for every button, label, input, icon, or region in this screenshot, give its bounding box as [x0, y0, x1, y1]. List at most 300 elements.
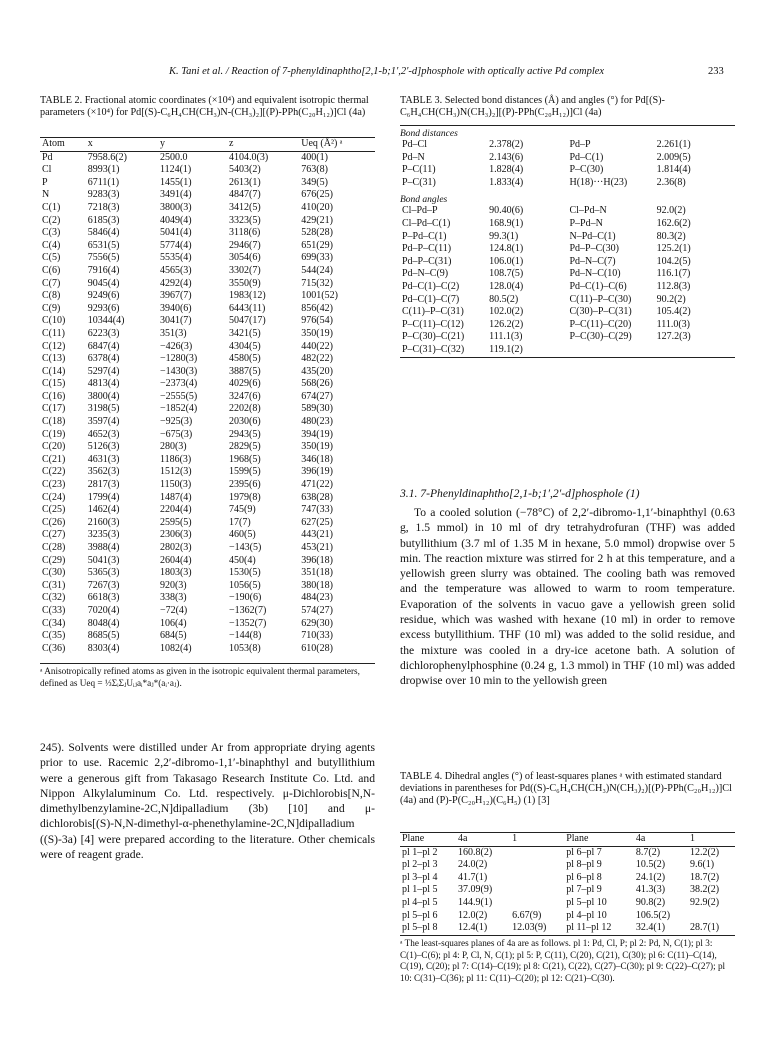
- table-cell: C(22): [42, 466, 66, 478]
- table-row: [40, 441, 375, 454]
- table-cell: 453(21): [301, 542, 333, 553]
- table-cell: 90.40(6): [489, 205, 524, 217]
- table-cell: 80.5(2): [489, 293, 519, 305]
- table-row: [400, 859, 735, 872]
- table-row: [40, 466, 375, 479]
- table-cell: P–C(11): [402, 164, 436, 176]
- table-cell: 1.828(4): [489, 164, 524, 176]
- table-row: [40, 252, 375, 265]
- table-row: [40, 328, 375, 341]
- table2-footnote: ᵃ Anisotropically refined atoms as given in the isotropic equivalent thermal parameters, defined as Ueq = ⅓ΣᵢΣⱼUᵢⱼaᵢ*aⱼ*(aᵢ·aⱼ).: [40, 663, 375, 689]
- table-row: [400, 281, 735, 294]
- table3-distances-heading: Bond distances: [400, 129, 458, 139]
- table-cell: 7020(4): [87, 604, 120, 616]
- table-cell: 747(33): [301, 504, 333, 516]
- table-cell: 4652(3): [87, 428, 120, 440]
- table-cell: 2204(4): [159, 504, 192, 516]
- table-cell: 396(18): [301, 554, 333, 566]
- table2-caption: TABLE 2. Fractional atomic coordinates (×10⁴) and equivalent isotropic thermal parameters (×10⁴) for Pd[(S)-C₆H₄CH(CH₃)N-(CH₃)₂][(P)-PPh(C₂₀H₁₂)]Cl (4a): [40, 95, 369, 118]
- table-cell: 351(3): [159, 327, 187, 339]
- table-cell: 2613(1): [229, 176, 261, 188]
- table-cell: 450(4): [229, 554, 256, 566]
- table-cell: 1803(3): [159, 567, 192, 579]
- table-cell: 9293(6): [87, 302, 120, 314]
- table-row: [400, 231, 735, 244]
- table-cell: 41.7(1): [458, 871, 488, 883]
- table-cell: 4104.0(3): [229, 151, 269, 163]
- table-cell: C(3): [42, 227, 61, 239]
- table-row: [40, 429, 375, 442]
- table4: [400, 832, 735, 935]
- table-cell: 3800(4): [87, 390, 120, 402]
- table-cell: C(6): [42, 264, 61, 276]
- table-cell: pl 7–pl 9: [566, 884, 602, 896]
- table-row: [400, 152, 735, 165]
- table-cell: 3421(5): [229, 327, 261, 339]
- table-cell: 126.2(2): [489, 318, 524, 330]
- table-row: [400, 205, 735, 218]
- table-row: [40, 315, 375, 328]
- table-row: [400, 268, 735, 281]
- table-cell: C(18): [42, 416, 66, 428]
- table-cell: 2395(6): [229, 479, 261, 491]
- table-cell: C(20): [42, 441, 66, 453]
- table-cell: C(29): [42, 554, 66, 566]
- table-cell: 2595(5): [159, 516, 192, 528]
- table3: [400, 125, 735, 358]
- table-cell: 127.2(3): [656, 331, 691, 343]
- table-cell: C(2): [42, 214, 61, 226]
- table-cell: 102.0(2): [489, 306, 524, 318]
- table-cell: 2.378(2): [489, 139, 524, 150]
- table-cell: 1968(5): [229, 453, 261, 465]
- table-cell: 1462(4): [87, 504, 120, 516]
- table-cell: 574(27): [301, 604, 333, 616]
- table-row: [400, 243, 735, 256]
- table-cell: pl 5–pl 10: [566, 896, 607, 908]
- table-cell: 144.9(1): [458, 896, 493, 908]
- table-row: [40, 454, 375, 467]
- table-cell: pl 2–pl 3: [402, 859, 438, 871]
- table-row: [40, 189, 375, 202]
- table-row: [400, 177, 735, 190]
- table-cell: 676(25): [301, 189, 333, 201]
- table-row: [40, 504, 375, 517]
- table-cell: pl 8–pl 9: [566, 859, 602, 871]
- table-cell: 7958.6(2): [87, 151, 127, 163]
- table3-distances: [400, 139, 735, 189]
- table-cell: 350(19): [301, 327, 333, 339]
- table-cell: pl 4–pl 5: [402, 896, 438, 908]
- table-cell: 2.36(8): [656, 176, 686, 188]
- table-cell: 920(3): [159, 579, 187, 591]
- table-cell: 627(25): [301, 516, 333, 528]
- table-row: [400, 884, 735, 897]
- table-cell: Pd–P–C(30): [569, 243, 619, 255]
- table-cell: C(5): [42, 252, 61, 264]
- table4-header-cell: Plane: [400, 833, 456, 847]
- table-cell: 4565(3): [159, 264, 192, 276]
- table-cell: C(36): [42, 642, 66, 654]
- table-cell: 435(20): [301, 365, 333, 377]
- table-cell: C(28): [42, 542, 66, 553]
- table-cell: 351(18): [301, 567, 333, 579]
- table-cell: 568(26): [301, 378, 333, 390]
- table-cell: 1053(8): [229, 642, 261, 654]
- table-row: [40, 366, 375, 379]
- table-row: [40, 605, 375, 618]
- table-cell: [510, 859, 564, 872]
- table-cell: 24.0(2): [458, 859, 488, 871]
- table-cell: P–C(31)–C(32): [402, 343, 465, 355]
- table4-header-cell: Plane: [564, 833, 634, 847]
- table-cell: 28.7(1): [689, 922, 720, 934]
- table-cell: 12.03(9): [512, 922, 547, 934]
- table-row: [400, 164, 735, 177]
- table-cell: C(33): [42, 604, 66, 616]
- table-cell: 8685(5): [87, 630, 120, 642]
- table-cell: 2500.0: [159, 151, 188, 163]
- table-cell: 856(42): [301, 302, 333, 314]
- table-cell: −925(3): [159, 416, 193, 428]
- table-cell: 92.0(2): [656, 205, 686, 217]
- table-cell: 104.2(5): [656, 255, 691, 267]
- table-row: [40, 303, 375, 316]
- table-cell: C(30)–P–C(31): [569, 306, 632, 318]
- table-cell: P–Pd–C(1): [402, 230, 447, 242]
- table-cell: 1979(8): [229, 491, 261, 503]
- table-cell: C(10): [42, 315, 66, 327]
- table-cell: 684(5): [159, 630, 187, 642]
- table-cell: 1124(1): [159, 164, 192, 176]
- table-cell: 5365(3): [87, 567, 120, 579]
- table-row: [40, 492, 375, 505]
- table-cell: 4304(5): [229, 340, 261, 352]
- table-cell: 3054(6): [229, 252, 261, 264]
- table-cell: C(16): [42, 390, 66, 402]
- table-cell: 6847(4): [87, 340, 120, 352]
- table-cell: Pd–N–C(9): [402, 268, 449, 280]
- table-cell: 162.6(2): [656, 217, 691, 229]
- table-row: [400, 139, 735, 152]
- table-cell: 528(28): [301, 227, 333, 239]
- table-row: [400, 344, 735, 357]
- table-row: [400, 910, 735, 923]
- table-cell: 710(33): [301, 630, 333, 642]
- table-cell: C(27): [42, 529, 66, 541]
- table-cell: Pd–Cl: [402, 139, 428, 150]
- table-row: [400, 319, 735, 332]
- table-cell: 2817(3): [87, 479, 120, 491]
- table-cell: 4631(3): [87, 453, 120, 465]
- table-cell: C(34): [42, 617, 66, 629]
- table-cell: Pd–C(1)–C(2): [402, 280, 460, 292]
- table-row: [400, 294, 735, 307]
- table-cell: 8.7(2): [635, 846, 661, 858]
- table-cell: N–Pd–C(1): [569, 230, 616, 242]
- table-row: [400, 306, 735, 319]
- table-cell: 5041(3): [87, 554, 120, 566]
- table4-header-cell: 1: [510, 833, 564, 847]
- table-cell: 3800(3): [159, 201, 192, 213]
- table-cell: 106.5(2): [635, 909, 671, 921]
- table-cell: 4049(4): [159, 214, 192, 226]
- table-cell: 471(22): [301, 479, 333, 491]
- table3-caption: TABLE 3. Selected bond distances (Å) and angles (°) for Pd[(S)-C₆H₄CH(CH₃)N(CH₃)₂][(P)-PPh(C₂₀H₁₂)]Cl (4a): [400, 95, 665, 118]
- table4-caption: TABLE 4. Dihedral angles (°) of least-squares planes ᵃ with estimated standard deviations in parentheses for Pd((S)-C₆H₄CH(CH₃)N(CH₃)₂)[(P)-PPh(C₂₀H₁₂)]Cl (4a) and (P)-P(C₂₀H₁₂)(C₆H₅) (1) [3]: [400, 771, 732, 806]
- table-cell: C(13): [42, 353, 66, 365]
- table-row: [40, 164, 375, 177]
- table2-header-cell: Ueq (Å²) ᵃ: [299, 138, 375, 152]
- table-cell: 80.3(2): [656, 230, 686, 242]
- table-row: [40, 643, 375, 656]
- table-cell: 2160(3): [87, 516, 120, 528]
- table-cell: P–Pd–N: [569, 217, 603, 229]
- table-cell: 1799(4): [87, 491, 120, 503]
- table-cell: 168.9(1): [489, 217, 524, 229]
- table-cell: 17(7): [229, 516, 251, 528]
- table-row: [40, 580, 375, 593]
- table-cell: 5126(3): [87, 441, 120, 453]
- table-cell: C(9): [42, 302, 61, 314]
- table-cell: 3041(7): [159, 315, 192, 327]
- table-cell: 6185(3): [87, 214, 120, 226]
- table-cell: 3967(7): [159, 290, 192, 302]
- table-cell: 1487(4): [159, 491, 192, 503]
- table-cell: 346(18): [301, 453, 333, 465]
- table-cell: 400(1): [301, 151, 328, 163]
- table-cell: 1.833(4): [489, 176, 524, 188]
- table-cell: 2306(3): [159, 529, 192, 541]
- table-cell: Pd: [42, 151, 53, 163]
- table-cell: 3235(3): [87, 529, 120, 541]
- table-cell: 99.3(1): [489, 230, 519, 242]
- table-cell: 1512(3): [159, 466, 192, 478]
- table-cell: 105.4(2): [656, 306, 691, 318]
- table-cell: 3988(4): [87, 542, 120, 553]
- table-cell: 90.2(2): [656, 293, 686, 305]
- table-cell: 715(32): [301, 277, 333, 289]
- table-row: [40, 416, 375, 429]
- table-cell: 1983(12): [229, 290, 266, 302]
- table-cell: 9249(6): [87, 290, 120, 302]
- table-cell: 2802(3): [159, 542, 192, 553]
- table-cell: 482(22): [301, 353, 333, 365]
- table-cell: 350(19): [301, 441, 333, 453]
- table-cell: pl 3–pl 4: [402, 871, 438, 883]
- table-cell: 4292(4): [159, 277, 192, 289]
- table3-angles: [400, 205, 735, 357]
- table-row: [40, 517, 375, 530]
- table-row: [40, 378, 375, 391]
- table-cell: 111.0(3): [656, 318, 690, 330]
- table-cell: −2373(4): [159, 378, 198, 390]
- table-cell: C(1): [42, 201, 61, 213]
- table-cell: [510, 897, 564, 910]
- table-cell: 5047(17): [229, 315, 266, 327]
- table-cell: 3887(5): [229, 365, 261, 377]
- table-cell: P–C(30)–C(29): [569, 331, 632, 343]
- table-cell: Pd–C(1): [569, 151, 604, 163]
- table-cell: 111.1(3): [489, 331, 523, 343]
- table-cell: [655, 344, 735, 357]
- table-cell: C(14): [42, 365, 66, 377]
- table-cell: 92.9(2): [689, 896, 720, 908]
- table-row: [40, 177, 375, 190]
- table-cell: 1186(3): [159, 453, 192, 465]
- table-cell: −72(4): [159, 604, 188, 616]
- table-cell: 5846(4): [87, 227, 120, 239]
- table-cell: 1150(3): [159, 479, 192, 491]
- table4-header-cell: 4a: [456, 833, 510, 847]
- table-row: [40, 278, 375, 291]
- table-cell: 6378(4): [87, 353, 120, 365]
- table-cell: −144(8): [229, 630, 262, 642]
- body-text-left: 245). Solvents were distilled under Ar from appropriate drying agents prior to use. Racemic 2,2′-dibromo-1,1′-binaphthyl and butyllithium were a generous gift from Takasago Research Institute Co. Ltd. and Nippon Alkylaluminum Co. Ltd. respectively. μ-Dichlorobis[N,N-dimethylbenzylamine-2C,N]dipalladium (3b) [10] and μ-dichlorobis[(S)-N,N-dimethyl-α-phenethylamine-2C,N]dipalladium ((S)-3a) [4] were prepared according to the literature. Other chemicals were of reagent grade.: [40, 741, 375, 862]
- table-cell: pl 6–pl 7: [566, 846, 602, 858]
- table4-footnote: ᵃ The least-squares planes of 4a are as follows. pl 1: Pd, Cl, P; pl 2: Pd, N, C(1); pl 3: C(1)–C(6); pl 4: P, Cl, N, C(1); pl 5: P, C(11), C(20), C(21), C(30); pl 6: C(11)–C(14), C(19), C(20); pl 7: C(14)–C(19); pl 8: C(21), C(22), C(27)–C(30); pl 9: C(22)–C(27); pl 10: C(31)–C(36); pl 11: C(11)–C(20); pl 12: C(21)–C(30).: [400, 935, 735, 984]
- table4-header-row: [400, 833, 735, 847]
- table-cell: 1530(5): [229, 567, 261, 579]
- table-cell: 10344(4): [87, 315, 125, 327]
- table-cell: 12.2(2): [689, 846, 720, 858]
- table-cell: 160.8(2): [458, 846, 493, 858]
- table-cell: 7916(4): [87, 264, 120, 276]
- table-cell: 396(19): [301, 466, 333, 478]
- table-cell: −1362(7): [229, 604, 267, 616]
- table-cell: Pd–C(1)–C(6): [569, 280, 627, 292]
- table-cell: 9045(4): [87, 277, 120, 289]
- table-cell: N: [42, 189, 50, 201]
- table-cell: [510, 884, 564, 897]
- table-row: [400, 218, 735, 231]
- table-cell: 6531(5): [87, 239, 120, 251]
- table-cell: [567, 344, 654, 357]
- table-row: [40, 151, 375, 164]
- table-cell: 90.8(2): [635, 896, 666, 908]
- table-row: [40, 618, 375, 631]
- table-cell: [510, 872, 564, 885]
- table-cell: 1056(5): [229, 579, 261, 591]
- table-cell: [510, 846, 564, 859]
- table-cell: C(12): [42, 340, 66, 352]
- table-cell: 125.2(1): [656, 243, 691, 255]
- table-cell: 745(9): [229, 504, 256, 516]
- table-cell: −1852(4): [159, 403, 198, 415]
- table-cell: C(19): [42, 428, 66, 440]
- table-cell: [688, 910, 735, 923]
- table-cell: P–C(30): [569, 164, 604, 176]
- table-cell: P–C(30)–C(21): [402, 331, 465, 343]
- table-cell: 4813(4): [87, 378, 120, 390]
- table-row: [40, 391, 375, 404]
- table-cell: 3940(6): [159, 302, 192, 314]
- table-cell: 763(8): [301, 164, 328, 176]
- table-cell: 124.8(1): [489, 243, 524, 255]
- table-cell: C(32): [42, 592, 66, 604]
- table-cell: C(11)–P–C(31): [402, 306, 464, 318]
- table-cell: 1001(52): [301, 290, 338, 302]
- table-cell: Pd–N–C(10): [569, 268, 621, 280]
- table-cell: 2.143(6): [489, 151, 524, 163]
- table-row: [40, 479, 375, 492]
- table-cell: Pd–N–C(7): [569, 255, 616, 267]
- running-head: K. Tani et al. / Reaction of 7-phenyldinaphtho[2,1-b;1',2'-d]phosphole with optically active Pd complex: [168, 66, 605, 77]
- table-cell: 4029(6): [229, 378, 261, 390]
- table-cell: pl 11–pl 12: [566, 922, 612, 934]
- table-cell: 2202(8): [229, 403, 261, 415]
- table-cell: C(15): [42, 378, 66, 390]
- table-cell: P–C(31): [402, 176, 436, 188]
- table-cell: C(31): [42, 579, 66, 591]
- table-row: [40, 227, 375, 240]
- table-cell: 7556(5): [87, 252, 120, 264]
- table2-header-cell: x: [86, 138, 158, 152]
- table-cell: 5297(4): [87, 365, 120, 377]
- table-cell: 380(18): [301, 579, 333, 591]
- table2-header-cell: z: [227, 138, 299, 152]
- table-row: [40, 341, 375, 354]
- table-cell: P: [42, 176, 48, 188]
- table-row: [40, 403, 375, 416]
- table-row: [40, 265, 375, 278]
- table-cell: 589(30): [301, 403, 333, 415]
- table-cell: 638(28): [301, 491, 333, 503]
- table-row: [40, 592, 375, 605]
- table-row: [400, 256, 735, 269]
- table2-header-cell: Atom: [40, 138, 86, 152]
- table-cell: C(21): [42, 453, 66, 465]
- table-cell: 6223(3): [87, 327, 120, 339]
- table-cell: −2555(5): [159, 390, 198, 402]
- table-cell: Pd–P–C(11): [402, 243, 452, 255]
- table-cell: 106(4): [159, 617, 187, 629]
- table-cell: C(35): [42, 630, 66, 642]
- table-cell: 349(5): [301, 176, 328, 188]
- table-cell: 3597(4): [87, 416, 120, 428]
- table2-header-cell: y: [158, 138, 227, 152]
- table-row: [40, 555, 375, 568]
- table-cell: 2030(6): [229, 416, 261, 428]
- table-cell: 41.3(3): [635, 884, 666, 896]
- table-cell: 3302(7): [229, 264, 261, 276]
- table-row: [400, 897, 735, 910]
- table4-header-cell: 1: [688, 833, 735, 847]
- table-row: [40, 353, 375, 366]
- table-cell: C(17): [42, 403, 66, 415]
- table-cell: 8048(4): [87, 617, 120, 629]
- table-cell: 2.261(1): [656, 139, 691, 150]
- table-cell: −143(5): [229, 542, 262, 553]
- table-cell: 5774(4): [159, 239, 192, 251]
- table-cell: 440(22): [301, 340, 333, 352]
- table-cell: 7218(3): [87, 201, 120, 213]
- table-cell: C(30): [42, 567, 66, 579]
- table-cell: pl 5–pl 6: [402, 909, 438, 921]
- page-number: 233: [708, 66, 724, 77]
- table-row: [40, 630, 375, 643]
- table-cell: pl 4–pl 10: [566, 909, 607, 921]
- section-heading: 3.1. 7-Phenyldinaphtho[2,1-b;1′,2′-d]phosphole (1): [400, 487, 640, 500]
- table-cell: C(4): [42, 239, 61, 251]
- table-cell: 3491(4): [159, 189, 192, 201]
- table-cell: 6618(3): [87, 592, 120, 604]
- table-cell: 1599(5): [229, 466, 261, 478]
- table-cell: 443(21): [301, 529, 333, 541]
- table-cell: Pd–P: [569, 139, 591, 150]
- table-cell: 10.5(2): [635, 859, 666, 871]
- table-cell: −1430(3): [159, 365, 198, 377]
